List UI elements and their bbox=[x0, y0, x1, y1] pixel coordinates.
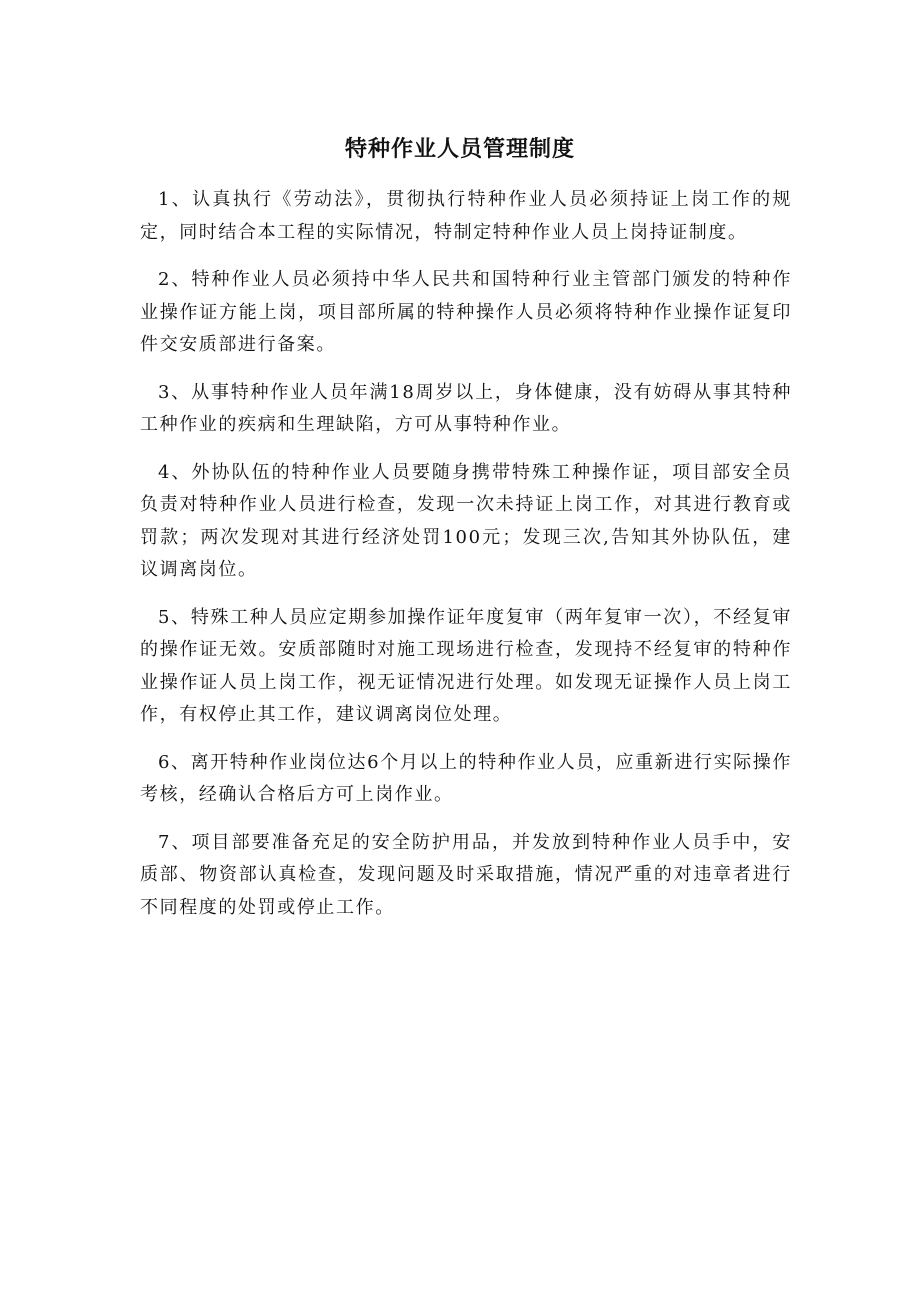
paragraph-2: 2、特种作业人员必须持中华人民共和国特种行业主管部门颁发的特种作业操作证方能上岗，项目部所属的特种操作人员必须将特种作业操作证复印件交安质部进行备案。 bbox=[140, 269, 792, 355]
paragraph-3: 3、从事特种作业人员年满18周岁以上，身体健康，没有妨碍从事其特种工种作业的疾病和生理缺陷，方可从事特种作业。 bbox=[140, 381, 792, 435]
paragraph-7: 7、项目部要准备充足的安全防护用品，并发放到特种作业人员手中，安质部、物资部认真检查，发现问题及时采取措施，情况严重的对违章者进行不同程度的处罚或停止工作。 bbox=[140, 831, 792, 918]
paragraph-4: 4、外协队伍的特种作业人员要随身携带特殊工种操作证，项目部安全员负责对特种作业人员进行检查，发现一次未持证上岗工作，对其进行教育或罚款；两次发现对其进行经济处罚100元；发现三次,告知其外协队伍，建议调离岗位。 bbox=[140, 461, 792, 580]
document-body bbox=[140, 184, 792, 924]
paragraph-6: 6、离开特种作业岗位达6个月以上的特种作业人员，应重新进行实际操作考核，经确认合格后方可上岗作业。 bbox=[140, 751, 792, 805]
paragraph-5: 5、特殊工种人员应定期参加操作证年度复审（两年复审一次），不经复审的操作证无效。安质部随时对施工现场进行检查，发现持不经复审的特种作业操作证人员上岗工作，视无证情况进行处理。如发现无证操作人员上岗工作，有权停止其工作，建议调离岗位处理。 bbox=[140, 606, 792, 725]
document-title: 特种作业人员管理制度 bbox=[344, 136, 575, 162]
paragraph-1: 1、认真执行《劳动法》，贯彻执行特种作业人员必须持证上岗工作的规定，同时结合本工程的实际情况，特制定特种作业人员上岗持证制度。 bbox=[140, 189, 792, 243]
